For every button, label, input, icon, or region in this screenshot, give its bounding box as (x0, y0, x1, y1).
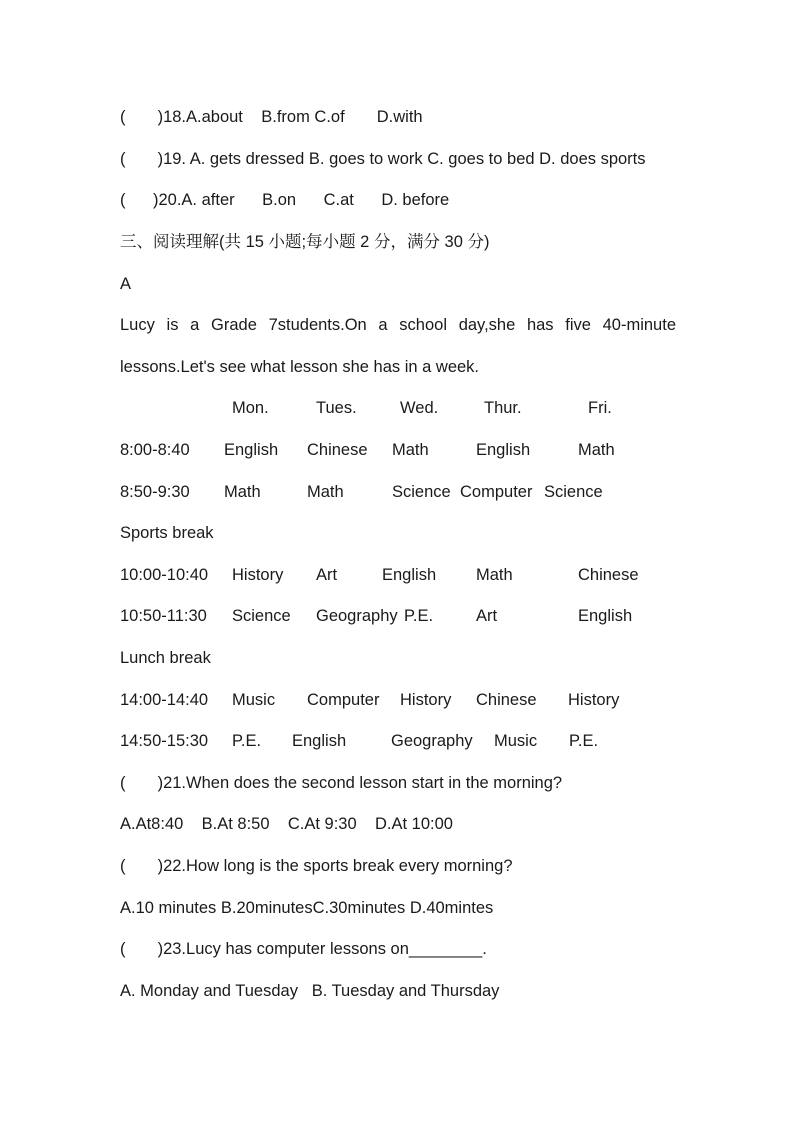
intro-word: 40-minute (602, 316, 676, 334)
lesson-cell: Computer (307, 691, 380, 709)
lesson-cell: Math (392, 441, 429, 459)
intro-word: day,she (458, 316, 516, 334)
intro-word: Lucy (120, 316, 155, 334)
lesson-cell: Music (494, 732, 538, 750)
break-label: Sports break (120, 524, 214, 542)
day-header: Thur. (484, 399, 522, 417)
time-slot: 14:50-15:30 (120, 732, 209, 750)
lesson-cell: English (382, 566, 437, 584)
lesson-cell: P.E. (569, 732, 599, 750)
lesson-cell: Math (224, 483, 261, 501)
question-21: ( )21.When does the second lesson start in the morning? (120, 774, 563, 792)
part-label: A (120, 275, 132, 293)
lesson-cell: Geography (391, 732, 473, 750)
lesson-cell: P.E. (232, 732, 262, 750)
lesson-cell: P.E. (404, 607, 434, 625)
day-header: Wed. (400, 399, 439, 417)
lesson-cell: Math (476, 566, 513, 584)
intro-word: 7students.On (268, 316, 367, 334)
lesson-cell: History (232, 566, 284, 584)
question-23: ( )23.Lucy has computer lessons on________. (120, 940, 487, 958)
lesson-cell: Art (316, 566, 338, 584)
lesson-cell: Math (578, 441, 615, 459)
question-22-options: A.10 minutes B.20minutesC.30minutes D.40mintes (120, 899, 494, 917)
lesson-cell: Science (544, 483, 603, 501)
question-19: ( )19. A. gets dressed B. goes to work C. goes to bed D. does sports (120, 150, 646, 168)
intro-line-1 (120, 315, 676, 335)
time-slot: 14:00-14:40 (120, 691, 209, 709)
lesson-cell: Chinese (307, 441, 368, 459)
section-heading: 三、阅读理解(共 15 小题;每小题 2 分，满分 30 分) (120, 233, 490, 251)
time-slot: 10:50-11:30 (120, 607, 207, 625)
lesson-cell: English (476, 441, 531, 459)
lesson-cell: Science (232, 607, 291, 625)
lesson-cell: Science (392, 483, 451, 501)
lesson-cell: Math (307, 483, 344, 501)
question-21-options: A.At8:40 B.At 8:50 C.At 9:30 D.At 10:00 (120, 815, 453, 833)
day-header: Mon. (232, 399, 269, 417)
question-22: ( )22.How long is the sports break every morning? (120, 857, 513, 875)
lesson-cell: Chinese (578, 566, 639, 584)
lesson-cell: Music (232, 691, 276, 709)
intro-word: a (378, 316, 388, 334)
lesson-cell: English (224, 441, 279, 459)
intro-word: is (166, 316, 179, 334)
intro-word: school (399, 316, 447, 334)
question-20: ( )20.A. after B.on C.at D. before (120, 191, 450, 209)
lesson-cell: Art (476, 607, 498, 625)
lesson-cell: History (568, 691, 620, 709)
lesson-cell: History (400, 691, 452, 709)
time-slot: 8:00-8:40 (120, 441, 190, 459)
question-23-options: A. Monday and Tuesday B. Tuesday and Thursday (120, 982, 500, 1000)
time-slot: 8:50-9:30 (120, 483, 190, 501)
day-header: Tues. (316, 399, 357, 417)
intro-word: a (190, 316, 200, 334)
lesson-cell: Computer (460, 483, 533, 501)
intro-word: Grade (211, 316, 257, 334)
intro-line-2: lessons.Let's see what lesson she has in a week. (120, 358, 480, 376)
lesson-cell: Geography (316, 607, 398, 625)
lesson-cell: English (292, 732, 347, 750)
intro-word: has (526, 316, 554, 334)
break-label: Lunch break (120, 649, 211, 667)
intro-word: five (565, 316, 591, 334)
lesson-cell: English (578, 607, 633, 625)
day-header: Fri. (588, 399, 612, 417)
question-18: ( )18.A.about B.from C.of D.with (120, 108, 423, 126)
lesson-cell: Chinese (476, 691, 537, 709)
time-slot: 10:00-10:40 (120, 566, 209, 584)
